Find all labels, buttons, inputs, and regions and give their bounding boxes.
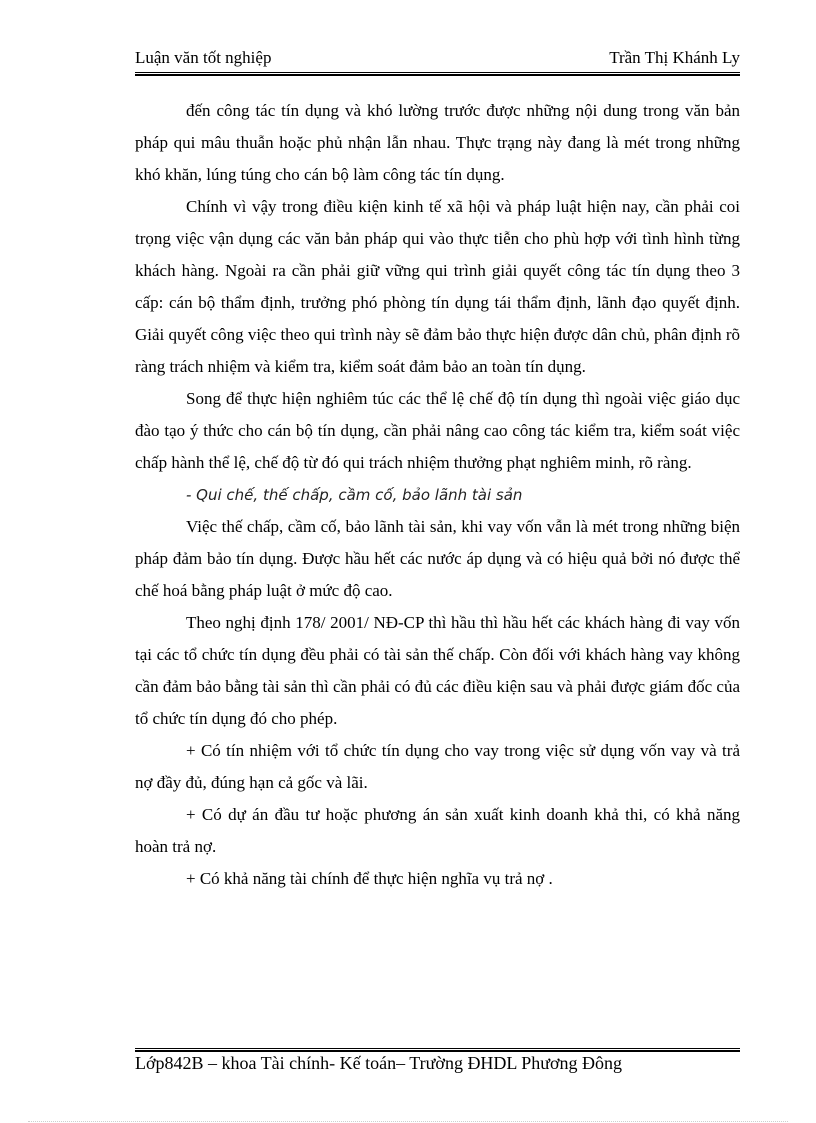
page-header [135, 48, 740, 74]
page-footer: Lớp842B – khoa Tài chính- Kế toán– Trường ĐHDL Phương Đông [135, 1053, 623, 1073]
header-rule [135, 72, 740, 76]
paragraph-continuation: đến công tác tín dụng và khó lường trước được những nội dung trong văn bản pháp qui mâu thuẫn hoặc phủ nhận lẫn nhau. Thực trạng này đang là mét trong những khó khăn, lúng túng cho cán bộ làm công tác tín dụng. [135, 101, 740, 184]
page-body [135, 95, 740, 895]
footer-rule [135, 1048, 740, 1052]
paragraph-decree: Theo nghị định 178/ 2001/ NĐ-CP thì hầu thì hầu hết các khách hàng đi vay vốn tại các tổ chức tín dụng đều phải có tài sản thế chấp. Còn đối với khách hàng vay không cần đảm bảo bằng tài sản thì cần phải có đủ các điều kiện sau và phải được giám đốc của tổ chức tín dụng đó cho phép. [135, 613, 740, 728]
paragraph-legal-context: Chính vì vậy trong điều kiện kinh tế xã hội và pháp luật hiện nay, cần phải coi trọng việc vận dụng các văn bản pháp qui vào thực tiễn cho phù hợp với tình hình từng khách hàng. Ngoài ra cần phải giữ vững qui trình giải quyết công tác tín dụng theo 3 cấp: cán bộ thẩm định, trưởng phó phòng tín dụng tái thẩm định, lãnh đạo quyết định. Giải quyết công việc theo qui trình này sẽ đảm bảo thực hiện được dân chủ, phân định rõ ràng trách nhiệm và kiểm tra, kiểm soát đảm bảo an toàn tín dụng. [135, 197, 740, 376]
paragraph-collateral: Việc thế chấp, cầm cố, bảo lãnh tài sản, khi vay vốn vẫn là mét trong những biện pháp đảm bảo tín dụng. Được hầu hết các nước áp dụng và có hiệu quả bởi nó được thể chế hoá bằng pháp luật ở mức độ cao. [135, 517, 740, 600]
list-item-condition-1: + Có tín nhiệm với tổ chức tín dụng cho vay trong việc sử dụng vốn vay và trả nợ đầy đủ, đúng hạn cả gốc và lãi. [135, 741, 740, 792]
header-thesis-label: Luận văn tốt nghiệp [135, 48, 272, 67]
section-subheading: - Qui chế, thế chấp, cầm cố, bảo lãnh tài sản [186, 486, 523, 504]
list-item-condition-2: + Có dự án đầu tư hoặc phương án sản xuất kinh doanh khả thi, có khả năng hoàn trả nợ. [135, 805, 740, 856]
paragraph-enforcement: Song để thực hiện nghiêm túc các thể lệ chế độ tín dụng thì ngoài việc giáo dục đào tạo ý thức cho cán bộ tín dụng, cần phải nâng cao công tác kiểm tra, kiểm soát việc chấp hành thể lệ, chế độ từ đó qui trách nhiệm thưởng phạt nghiêm minh, rõ ràng. [135, 389, 740, 472]
list-item-condition-3: + Có khả năng tài chính để thực hiện nghĩa vụ trả nợ . [186, 869, 553, 888]
page-edge-dotted-line [28, 1121, 788, 1122]
header-author-name: Trần Thị Khánh Ly [609, 48, 740, 67]
